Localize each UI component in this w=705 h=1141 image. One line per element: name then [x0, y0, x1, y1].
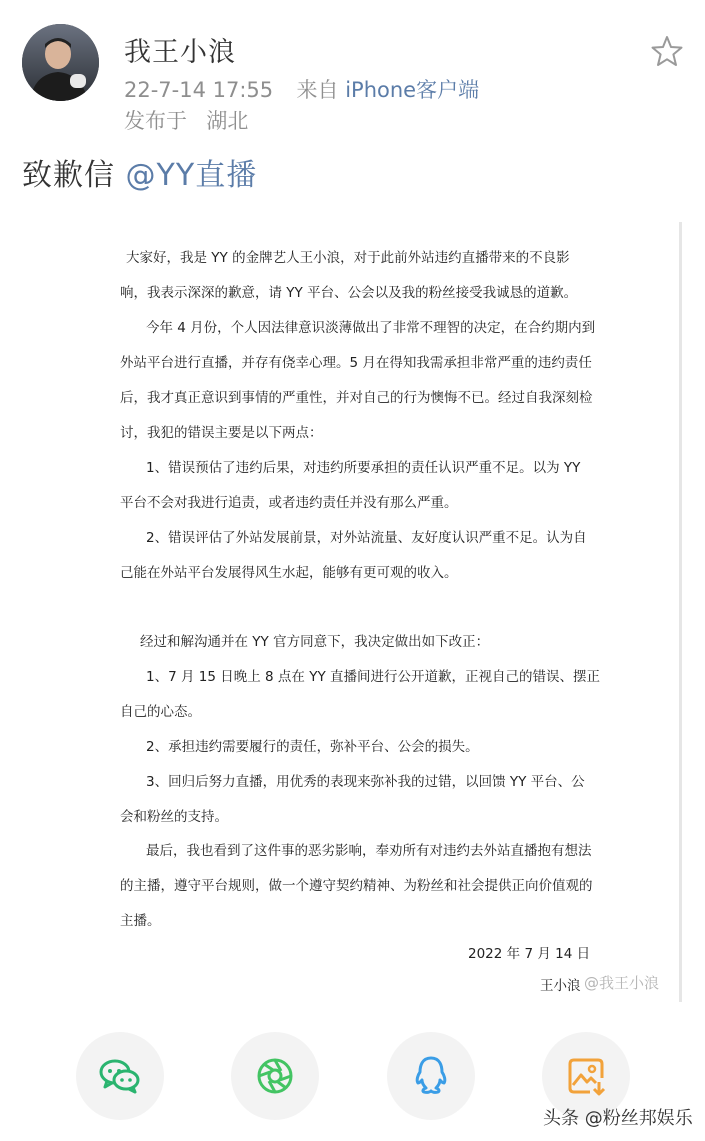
author-name[interactable]: 我王小浪 — [124, 37, 236, 68]
letter-line: 外站平台进行直播，并存有侥幸心理。5 月在得知我需承担非常严重的违约责任 — [120, 355, 592, 371]
location-label: 发布于 — [124, 109, 187, 133]
letter-line: 平台不会对我进行追责，或者违约责任并没有那么严重。 — [120, 495, 458, 511]
letter-signature: 王小浪 — [540, 978, 581, 994]
letter-image[interactable] — [22, 222, 682, 1002]
moments-icon — [251, 1052, 299, 1100]
share-qq-button[interactable] — [387, 1032, 475, 1120]
post-location — [124, 105, 248, 135]
letter-line: 响，我表示深深的歉意，请 YY 平台、公会以及我的粉丝接受我诚恳的道歉。 — [120, 285, 578, 301]
source-watermark: 头条 @粉丝邦娱乐 — [543, 1108, 693, 1129]
letter-date: 2022 年 7 月 14 日 — [468, 946, 591, 962]
letter-line: 2、承担违约需要履行的责任，弥补平台、公会的损失。 — [146, 739, 479, 755]
letter-line: 讨，我犯的错误主要是以下两点： — [120, 425, 323, 441]
letter-line: 3、回归后努力直播，用优秀的表现来弥补我的过错，以回馈 YY 平台、公 — [146, 774, 585, 790]
post-time: 22-7-14 17:55 — [124, 78, 274, 102]
save-image-icon — [562, 1052, 610, 1100]
post-source[interactable]: iPhone客户端 — [345, 78, 480, 102]
letter-line: 的主播，遵守平台规则，做一个遵守契约精神、为粉丝和社会提供正向价值观的 — [120, 878, 593, 894]
letter-line: 最后，我也看到了这件事的恶劣影响，奉劝所有对违约去外站直播抱有想法 — [146, 843, 592, 859]
star-icon[interactable] — [650, 34, 684, 68]
avatar[interactable] — [22, 24, 99, 101]
share-wechat-button[interactable] — [76, 1032, 164, 1120]
letter-line: 1、错误预估了违约后果，对违约所要承担的责任认识严重不足。以为 YY — [146, 460, 581, 476]
letter-line: 主播。 — [120, 913, 161, 929]
wechat-icon — [96, 1052, 144, 1100]
letter-line: 经过和解沟通并在 YY 官方同意下，我决定做出如下改正： — [140, 634, 490, 650]
letter-line: 会和粉丝的支持。 — [120, 809, 228, 825]
letter-line: 己能在外站平台发展得风生水起，能够有更可观的收入。 — [120, 565, 458, 581]
post-text — [22, 150, 257, 194]
post-body: 致歉信 — [22, 158, 115, 193]
letter-line: 自己的心态。 — [120, 704, 201, 720]
source-prefix: 来自 — [296, 78, 339, 102]
letter-line: 大家好，我是 YY 的金牌艺人王小浪，对于此前外站违约直播带来的不良影 — [126, 250, 570, 266]
location-value: 湖北 — [206, 109, 249, 133]
letter-line: 2、错误评估了外站发展前景，对外站流量、友好度认识严重不足。认为自 — [146, 530, 587, 546]
qq-icon — [407, 1052, 455, 1100]
post-meta — [124, 74, 479, 104]
letter-line: 1、7 月 15 日晚上 8 点在 YY 直播间进行公开道歉，正视自己的错误、摆正 — [146, 669, 600, 685]
weibo-watermark: @我王小浪 — [584, 974, 660, 992]
letter-line: 后，我才真正意识到事情的严重性，并对自己的行为懊悔不已。经过自我深刻检 — [120, 390, 593, 406]
share-moments-button[interactable] — [231, 1032, 319, 1120]
letter-line: 今年 4 月份，个人因法律意识淡薄做出了非常不理智的决定，在合约期内到 — [146, 320, 596, 336]
mention-link[interactable]: @YY直播 — [125, 158, 258, 193]
